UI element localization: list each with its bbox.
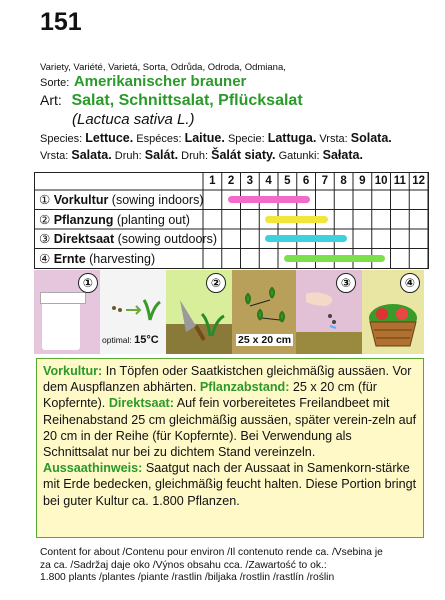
- month-label: 4: [265, 175, 272, 187]
- druh-sk-label: Druh:: [181, 150, 209, 162]
- calendar-bar: [265, 216, 328, 223]
- row-number: ②: [39, 212, 54, 227]
- species-value: Lettuce.: [85, 131, 134, 145]
- step-4-badge: ④: [400, 273, 420, 293]
- calendar-bar: [228, 196, 310, 203]
- calendar-row-label: [39, 231, 217, 246]
- sorte-label: Sorte:: [40, 77, 70, 89]
- calendar-row-label: [39, 251, 155, 266]
- packet-number: 151: [40, 8, 82, 36]
- row-name: Direktsaat: [53, 232, 118, 246]
- aussaathinweis-title: Aussaathinweis:: [43, 461, 143, 476]
- footer-line-3: 1.800 plants /plantes /piante /rastlin /biljaka /rostlin /rastlín /roślin: [40, 572, 335, 583]
- direktsaat-title: Direktsaat:: [108, 396, 174, 411]
- row-translation: (planting out): [116, 212, 190, 227]
- row-number: ③: [39, 232, 54, 246]
- month-label: 2: [227, 175, 235, 187]
- temperature-prefix: optimal:: [102, 335, 132, 345]
- packet-top-image: [40, 292, 86, 304]
- variety-line: Variety, Variété, Varietá, Sorta, Odrůda, Odroda, Odmiana,: [40, 62, 286, 73]
- specie-value: Lattuga.: [267, 131, 317, 145]
- calendar-row-label: [39, 212, 190, 227]
- druh-cz-label: Druh:: [114, 150, 142, 162]
- pflanzabstand-text: 25 x 20 cm (für Kopfernte).: [43, 380, 377, 411]
- panel-pot: [34, 270, 101, 354]
- month-label: 11: [393, 175, 406, 187]
- druh-cz-value: Salát.: [144, 148, 179, 162]
- month-label: 12: [412, 175, 426, 187]
- panel-harvest: [362, 270, 425, 354]
- sorte-value: Amerikanischer brauner: [73, 73, 247, 90]
- temperature-label: [102, 334, 159, 346]
- step-3-badge: ③: [336, 273, 356, 293]
- panel-planting: [166, 270, 233, 354]
- panel-temperature: [100, 270, 167, 354]
- species-label: Species:: [40, 133, 83, 145]
- month-label: 8: [340, 175, 347, 187]
- vrsta-label: Vrsta:: [319, 133, 348, 145]
- seed-packet-image: [42, 298, 80, 350]
- art-row: [40, 92, 303, 110]
- row-name: Ernte: [53, 251, 90, 266]
- row-name: Vorkultur: [53, 193, 112, 207]
- row-translation: (harvesting): [89, 251, 156, 266]
- row-number: ④: [39, 251, 54, 266]
- footer-line-1: Content for about /Contenu pour environ /Il contenuto rende ca. /Vsebina je: [40, 547, 383, 558]
- spacing-label: 25 x 20 cm: [238, 334, 292, 346]
- month-label: 6: [302, 175, 310, 187]
- art-label: Art:: [40, 92, 62, 108]
- pflanzabstand-title: Pflanzabstand:: [199, 380, 290, 395]
- gatunki-value: Sałata.: [322, 148, 363, 162]
- especes-value: Laitue.: [184, 131, 225, 145]
- species-line-1: [40, 131, 392, 145]
- druh-sk-value: Šalát siaty.: [211, 148, 276, 162]
- gatunki-label: Gatunki:: [278, 150, 320, 162]
- instructions-box: [36, 358, 424, 538]
- sowing-calendar: [34, 172, 429, 269]
- row-number: ①: [39, 193, 54, 207]
- temperature-value: 15°C: [134, 334, 159, 346]
- especes-label: Espéces:: [136, 133, 182, 145]
- vorkultur-title: Vorkultur:: [43, 364, 103, 378]
- step-2-badge: ②: [206, 273, 226, 293]
- month-label: 5: [284, 175, 291, 187]
- art-value: Salat, Schnittsalat, Pflücksalat: [71, 92, 303, 109]
- footer-line-2: za ca. /Sadržaj daje oko /Výnos obsahu cca. /Zawartość to ok.:: [40, 559, 327, 571]
- content-footer: [40, 547, 435, 585]
- specie-label: Specie:: [227, 133, 265, 145]
- calendar-bar: [284, 255, 385, 262]
- latin-name: (Lactuca sativa L.): [72, 111, 195, 128]
- row-translation: (sowing indoors): [111, 193, 204, 207]
- sorte-row: [40, 73, 246, 91]
- vorkultur-text: In Töpfen oder Saatkistchen gleichmäßig aussäen. Vor dem Auspflanzen abhärten.: [43, 364, 412, 395]
- month-label: 10: [374, 175, 388, 187]
- vrsta-hr-label: Vrsta:: [40, 150, 69, 162]
- vrsta-hr-value: Salata.: [71, 148, 112, 162]
- month-label: 3: [246, 175, 254, 187]
- month-label: 9: [359, 175, 366, 187]
- direktsaat-text: Auf fein vorbereitetes Freilandbeet mit Reihenabstand 25 cm gleichmäßig aussäen, später verein-zeln auf 20 cm in der Reihe (für Kopfernte). Bei Verwendung als Schnittsalat nur bei zu dichtem Stand vereinzeln.: [43, 396, 417, 460]
- panel-sowing: [296, 270, 363, 354]
- month-label: 7: [321, 175, 329, 187]
- vrsta-value: Solata.: [350, 131, 392, 145]
- step-1-badge: ①: [78, 273, 98, 293]
- panel-spacing: [232, 270, 297, 354]
- month-label: 1: [209, 175, 216, 187]
- calendar-row-label: [39, 192, 204, 207]
- row-translation: (sowing outdoors): [117, 232, 217, 246]
- row-name: Pflanzung: [53, 212, 117, 227]
- aussaathinweis-text: Saatgut nach der Aussaat in Samenkorn-stärke mit Erde bedecken, gleichmäßig feucht halten. Diese Portion bringt bei guter Kultur ca. 1.800 Pflanzen.: [43, 461, 417, 508]
- species-line-2: [40, 148, 363, 162]
- calendar-bar: [265, 235, 347, 242]
